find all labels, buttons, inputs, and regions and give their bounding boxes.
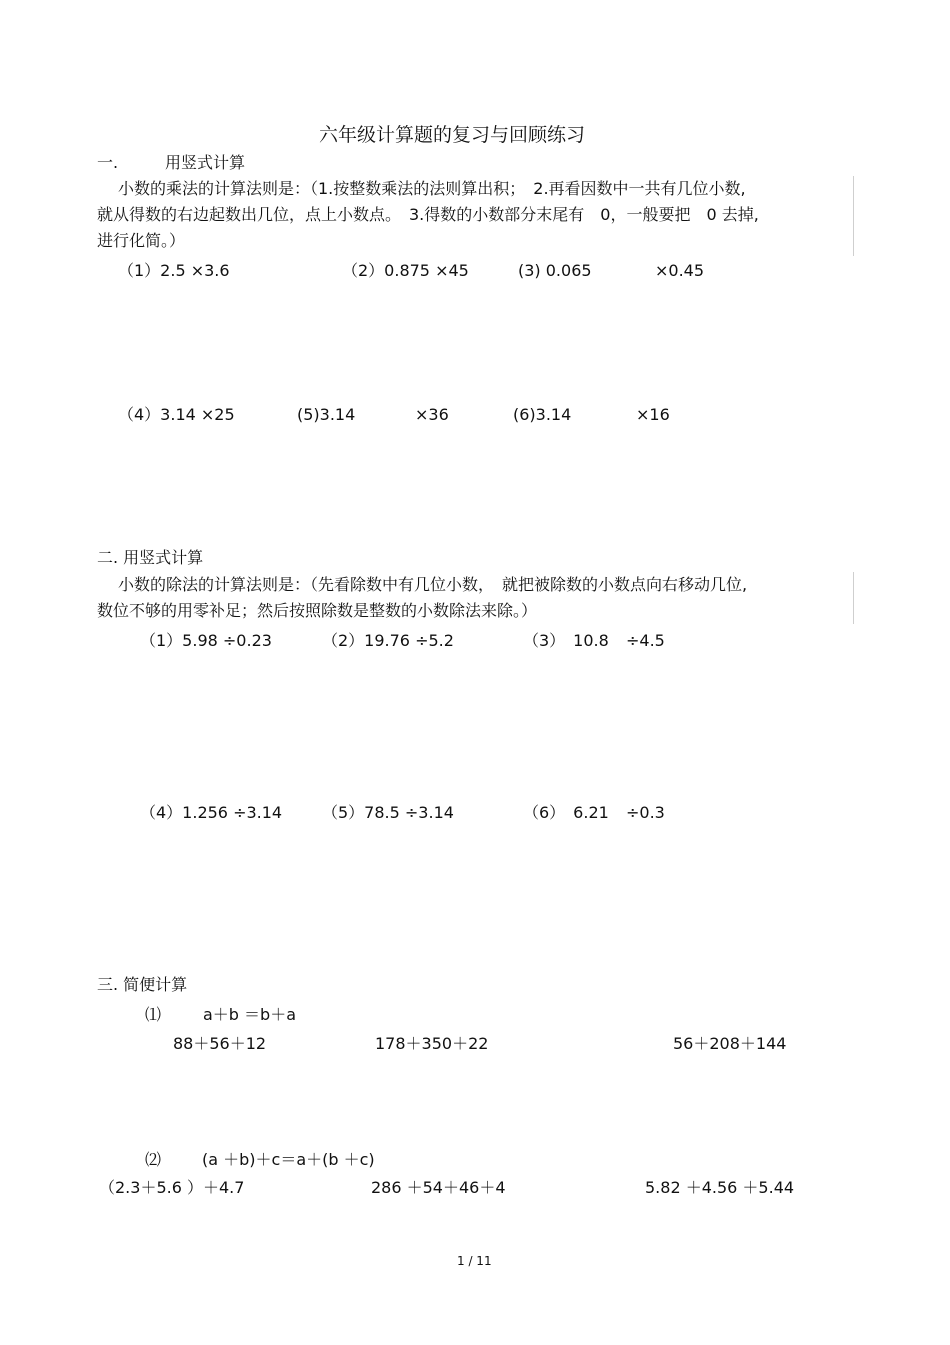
section1-rule-line-1: 小数的乘法的计算法则是：（1.按整数乘法的法则算出积； 2.再看因数中一共有几位小数, xyxy=(118,179,746,198)
problem-1-5-operator: ×36 xyxy=(415,405,449,424)
section2-rule-line-2: 数位不够的用零补足；然后按照除数是整数的小数除法来除。） xyxy=(97,601,538,620)
problem-1-6-operator: ×16 xyxy=(636,405,670,424)
problem-1-3-operator: ×0.45 xyxy=(655,261,705,280)
problem-2-3-operator: ÷4.5 xyxy=(626,631,665,650)
section2-heading: 二. 用竖式计算 xyxy=(97,548,204,567)
problem-1-1: （1）2.5 ×3.6 xyxy=(118,261,230,280)
calc-1-3: 56＋208＋144 xyxy=(673,1034,787,1053)
margin-edge-line xyxy=(853,572,854,624)
problem-1-4: （4）3.14 ×25 xyxy=(118,405,235,424)
section1-number: 一. xyxy=(97,153,119,172)
section2-rule-line-1: 小数的除法的计算法则是：（先看除数中有几位小数， 就把被除数的小数点向右移动几位, xyxy=(118,575,748,594)
law2-number: ⑵ xyxy=(145,1150,162,1169)
calc-1-2: 178＋350＋22 xyxy=(375,1034,489,1053)
problem-2-5: （5）78.5 ÷3.14 xyxy=(322,803,454,822)
law2-formula: (a ＋b)＋c＝a＋(b ＋c) xyxy=(202,1150,375,1169)
calc-2-1: （2.3＋5.6 ）＋4.7 xyxy=(99,1178,245,1197)
page-number: 1 / 11 xyxy=(457,1254,492,1268)
problem-2-2: （2）19.76 ÷5.2 xyxy=(322,631,454,650)
problem-2-4: （4）1.256 ÷3.14 xyxy=(140,803,283,822)
section3-heading: 三. 简便计算 xyxy=(97,975,188,994)
section1-heading: 用竖式计算 xyxy=(165,153,246,172)
problem-2-1: （1）5.98 ÷0.23 xyxy=(140,631,272,650)
problem-1-3: (3) 0.065 xyxy=(518,261,592,280)
law1-number: ⑴ xyxy=(145,1005,162,1024)
problem-2-3: （3） 10.8 xyxy=(523,631,609,650)
law1-formula: a＋b ＝b＋a xyxy=(203,1005,297,1024)
calc-2-2: 286 ＋54＋46＋4 xyxy=(371,1178,506,1197)
calc-1-1: 88＋56＋12 xyxy=(173,1034,267,1053)
problem-1-2: （2）0.875 ×45 xyxy=(342,261,469,280)
problem-2-6: （6） 6.21 xyxy=(523,803,609,822)
margin-edge-line xyxy=(853,176,854,256)
page-title: 六年级计算题的复习与回顾练习 xyxy=(319,124,586,146)
problem-1-6: (6)3.14 xyxy=(513,405,572,424)
section1-rule-line-3: 进行化简。） xyxy=(97,231,186,250)
problem-1-5: (5)3.14 xyxy=(297,405,356,424)
calc-2-3: 5.82 ＋4.56 ＋5.44 xyxy=(645,1178,795,1197)
section1-rule-line-2: 就从得数的右边起数出几位，点上小数点。 3.得数的小数部分末尾有 0，一般要把 0 去掉, xyxy=(97,205,759,224)
problem-2-6-operator: ÷0.3 xyxy=(626,803,665,822)
